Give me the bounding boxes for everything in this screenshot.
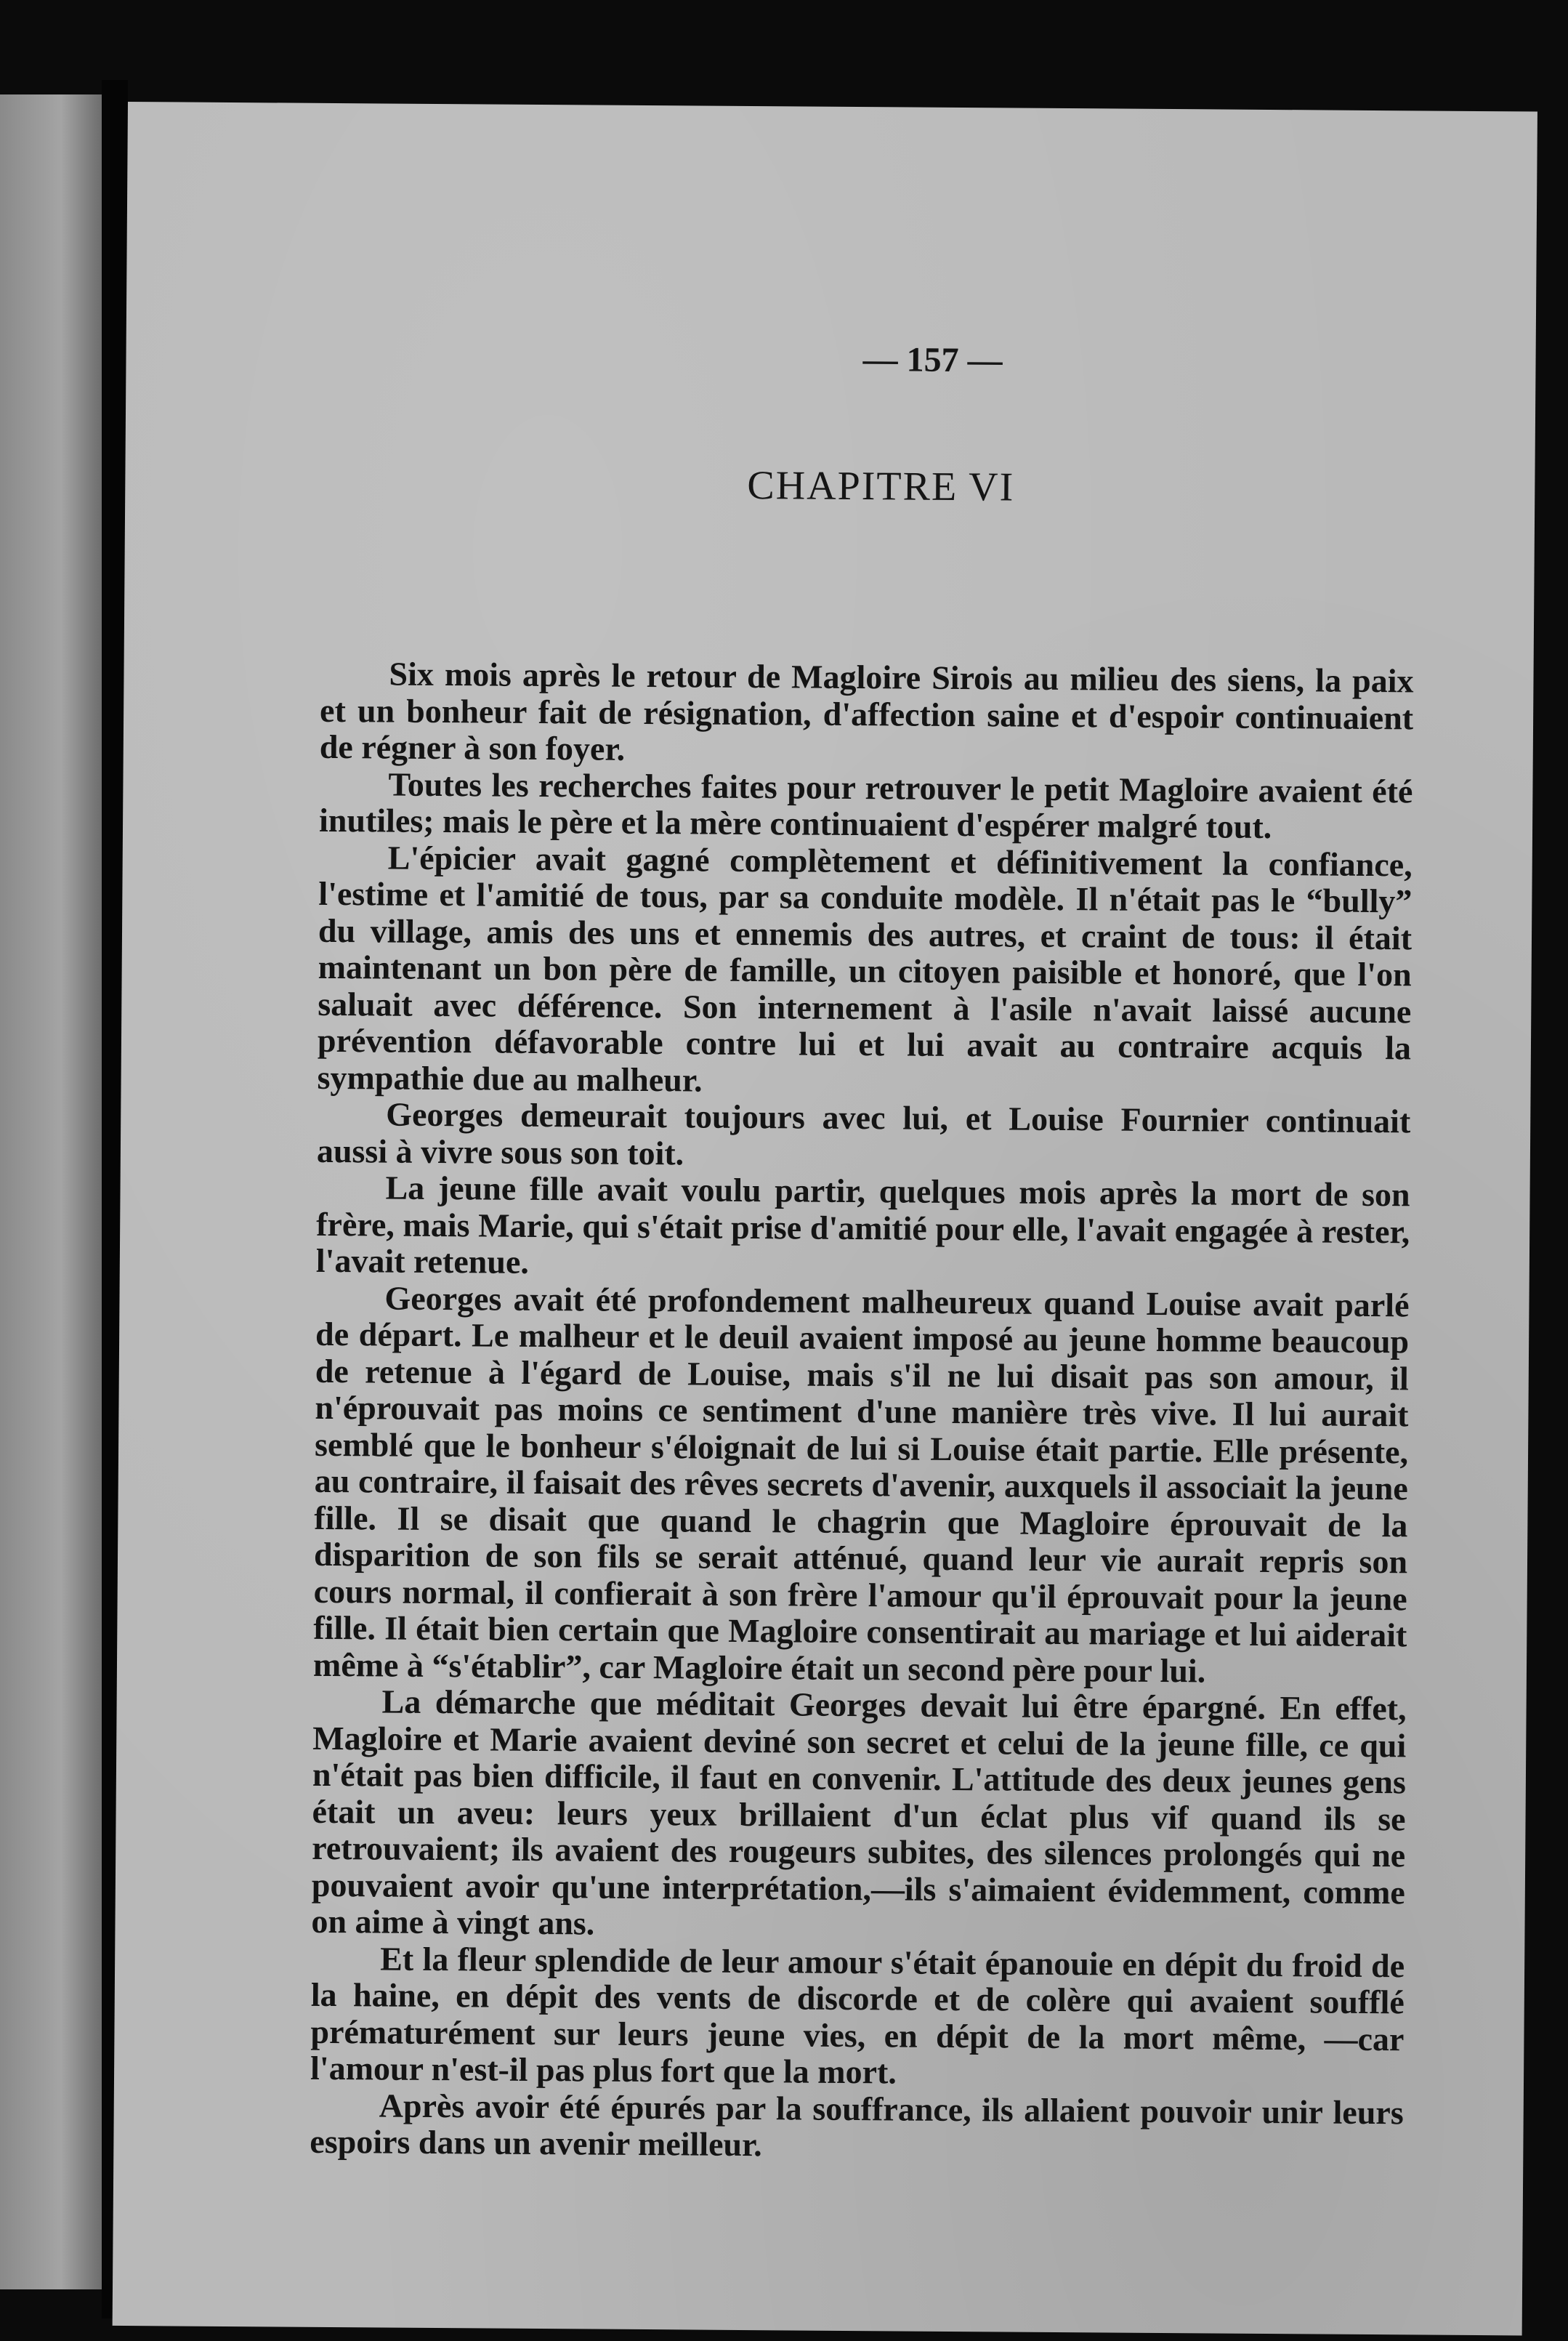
paragraph: Georges avait été profondement malheureux quand Louise avait parlé de départ. Le malheur et le deuil avaient imposé au jeune homme beaucoup de retenue à l'égard de Louise, mais s'il ne lui disait pas son amour, il n'éprouvait pas moins ce sentiment d'une manière très vive. Il lui aurait semblé que le bonheur s'éloignait de lui si Louise était partie. Elle présente, au contraire, il faisait des rêves secrets d'avenir, auxquels il associait la jeune fille. Il se disait que quand le chagrin que Magloire éprouvait de la disparition de son fils se serait atténué, quand leur vie aurait repris son cours normal, il confierait à son frère l'amour qu'il éprouvait pour la jeune fille. Il était bien certain que Magloire consentirait au mariage et lui aiderait même à “s'établir”, car Magloire était un second père pour lui. bbox=[312, 1279, 1410, 1689]
chapter-title: CHAPITRE VI bbox=[747, 462, 1015, 510]
paragraph: Et la fleur splendide de leur amour s'était épanouie en dépit du froid de la haine, en dépit des vents de discorde et de colère qui avaient soufflé prématurément sur leurs jeune vies, en dépit de la mort même, —car l'amour n'est-il pas plus fort que la mort. bbox=[310, 1939, 1405, 2091]
page-number: — 157 — bbox=[862, 340, 1003, 380]
chapter-body bbox=[310, 656, 1413, 2168]
paragraph: Toutes les recherches faites pour retrouver le petit Magloire avaient été inutiles; mais le père et la mère continuaient d'espérer malgré tout. bbox=[318, 765, 1413, 846]
paragraph: La jeune fille avait voulu partir, quelques mois après la mort de son frère, mais Marie, qui s'était prise d'amitié pour elle, l'avait engagée à rester, l'avait retenue. bbox=[315, 1169, 1410, 1281]
paragraph: La démarche que méditait Georges devait lui être épargné. En effet, Magloire et Marie avaient deviné son secret et celui de la jeune fille, ce qui n'était pas bien difficile, il faut en convenir. L'attitude des deux jeunes gens était un aveu: leurs yeux brillaient d'un éclat plus vif quand ils se retrouvaient; ils avaient des rougeurs subites, des silences prolongés qui ne pouvaient avoir qu'une interprétation,—ils s'aimaient évidemment, comme on aime à vingt ans. bbox=[311, 1683, 1407, 1942]
previous-page-edge bbox=[0, 94, 102, 2289]
paragraph: Après avoir été épurés par la souffrance, ils allaient pouvoir unir leurs espoirs dans un avenir meilleur. bbox=[310, 2086, 1404, 2164]
book-page bbox=[113, 102, 1537, 2335]
paragraph: Six mois après le retour de Magloire Sirois au milieu des siens, la paix et un bonheur fait de résignation, d'affection saine et d'espoir continuaient de régner à son foyer. bbox=[319, 655, 1414, 767]
paragraph: Georges demeurait toujours avec lui, et Louise Fournier continuait aussi à vivre sous son toit. bbox=[316, 1095, 1411, 1172]
paragraph: L'épicier avait gagné complètement et définitivement la confiance, l'estime et l'amitié de tous, par sa conduite modèle. Il n'était pas le “bully” du village, amis des uns et ennemis des autres, et craint de tous: il était maintenant un bon père de famille, un citoyen paisible et honoré, que l'on saluait avec déférence. Son internement à l'asile n'avait laissé aucune prévention défavorable contre lui et lui avait au contraire acquis la sympathie due au malheur. bbox=[317, 839, 1413, 1099]
